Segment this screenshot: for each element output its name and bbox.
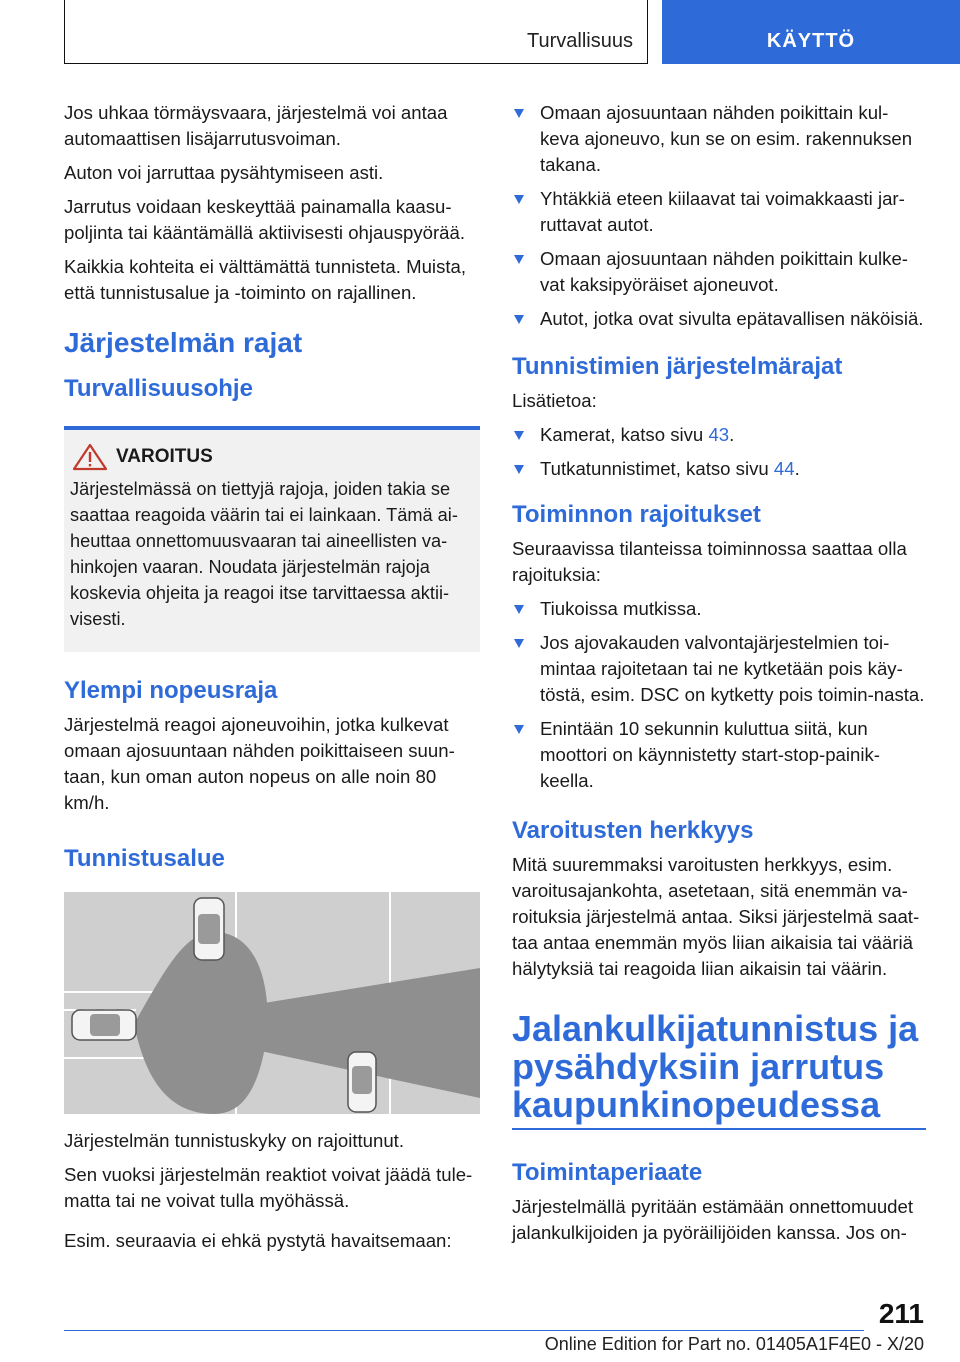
list-item: Tiukoissa mutkissa. — [512, 596, 926, 622]
header-tab[interactable] — [662, 0, 960, 64]
heading-warning-sensitivity: Varoitusten herkkyys — [512, 817, 754, 844]
warning-box — [64, 426, 480, 652]
range-text-3: Esim. seuraavia ei ehkä pystytä havaitsemaan: — [64, 1230, 452, 1251]
more-info-label: Lisätietoa: — [512, 390, 597, 411]
crossing-car-bottom-icon — [348, 1052, 376, 1112]
heading-safety-note: Turvallisuusohje — [64, 375, 253, 402]
footer-divider — [64, 1330, 864, 1331]
bullet-triangle-icon — [514, 109, 524, 118]
principle-text: Järjestelmällä pyritään estämään onnettomuudet jalankulkijoiden ja pyöräilijöiden kanssa. Jos on- — [512, 1196, 914, 1243]
bullet-triangle-icon — [514, 431, 524, 440]
camera-page-link[interactable]: 43 — [708, 424, 730, 445]
header-section-box — [64, 0, 648, 64]
heading-sensor-limits: Tunnistimien järjestelmärajat — [512, 353, 843, 380]
warning-header — [70, 442, 472, 472]
intro-paragraph-4: Kaikkia kohteita ei välttämättä tunnisteta. Muista, että tunnistusalue ja -toiminto on rajallinen. — [64, 256, 467, 303]
radar-page-link[interactable]: 44 — [773, 458, 795, 479]
heading-detection-range: Tunnistusalue — [64, 845, 225, 872]
bullet-triangle-icon — [514, 315, 524, 324]
bullet-triangle-icon — [514, 639, 524, 648]
intro-paragraph-3: Jarrutus voidaan keskeyttää painamalla kaasu-poljinta tai kääntämällä aktiivisesti ohjauspyörää. — [64, 196, 466, 243]
bullet-triangle-icon — [514, 195, 524, 204]
sensor-reference-list — [512, 422, 926, 482]
range-text-2: Sen vuoksi järjestelmän reaktiot voivat jäädä tule-matta tai ne voivat tulla myöhässä. — [64, 1164, 473, 1211]
sensitivity-text: Mitä suuremmaksi varoitusten herkkyys, esim. varoitusajankohta, asetetaan, sitä enemmän va-roituksia järjestelmä antaa. Siksi järjestelmä saat-taa antaa enemmän myös liian aikaisia tai vääriä hälytyksiä tai reagoida liian aikaisin tai väärin. — [512, 854, 920, 979]
heading-system-limits: Järjestelmän rajat — [64, 327, 303, 358]
heading-function-limits: Toiminnon rajoitukset — [512, 501, 761, 528]
function-limits-list — [512, 596, 926, 794]
intro-paragraph-2: Auton voi jarruttaa pysähtymiseen asti. — [64, 162, 384, 183]
list-item: Omaan ajosuuntaan nähden poikittain kul-keva ajoneuvo, kun se on esim. rakennuksen takana. — [512, 100, 926, 178]
header-section-title: Turvallisuus — [527, 30, 633, 52]
list-item: Jos ajovakauden valvontajärjestelmien toi-mintaa rajoitetaan tai ne kytketään pois käy-töstä, esim. DSC on kytketty pois toimin-nasta. — [512, 630, 926, 708]
footer-edition: Online Edition for Part no. 01405A1F4E0 - X/20 — [544, 1334, 924, 1354]
list-item: Yhtäkkiä eteen kiilaavat tai voimakkaasti jar-ruttavat autot. — [512, 186, 926, 238]
list-item: Enintään 10 sekunnin kuluttua siitä, kun moottori on käynnistetty start-stop-painik-keella. — [512, 716, 926, 794]
bullet-triangle-icon — [514, 605, 524, 614]
crossing-car-top-icon — [194, 898, 224, 960]
bullet-triangle-icon — [514, 725, 524, 734]
list-item: Kamerat, katso sivu 43. — [512, 422, 926, 448]
range-text-1: Järjestelmän tunnistuskyky on rajoittunut. — [64, 1130, 405, 1151]
list-item: Autot, jotka ovat sivulta epätavallisen näköisiä. — [512, 306, 926, 332]
list-item: Tutkatunnistimet, katso sivu 44. — [512, 456, 926, 482]
header-tab-label: KÄYTTÖ — [766, 30, 856, 52]
list-item: Omaan ajosuuntaan nähden poikittain kulke-vat kaksipyöräiset ajoneuvot. — [512, 246, 926, 298]
detection-range-illustration — [64, 892, 480, 1114]
warning-title: VAROITUS — [116, 446, 213, 467]
right-column — [512, 100, 926, 1254]
detection-diagram-svg — [64, 892, 480, 1114]
left-column — [64, 100, 480, 1262]
undetectable-list — [512, 100, 926, 332]
page-number: 211 — [878, 1298, 924, 1329]
heading-operating-principle: Toimintaperiaate — [512, 1159, 703, 1186]
warning-text: Järjestelmässä on tiettyjä rajoja, joiden takia se saattaa reagoida väärin tai ei lainkaan. Tämä ai-heuttaa onnettomuusvaaran tai aineellisten va-hinkojen vaaran. Noudata järjestelmän rajoja koskevia ohjeita ja reagoi itse tarvittaessa aktii-visesti. — [70, 479, 458, 629]
warning-triangle-icon — [70, 442, 110, 472]
speed-limit-text: Järjestelmä reagoi ajoneuvoihin, jotka kulkevat omaan ajosuuntaan nähden poikittaiseen suun-taan, kun oman auton nopeus on alle noin 80 km/h. — [64, 714, 455, 813]
heading-pedestrian-detection: Jalankulkijatunnistus ja pysähdyksiin jarrutus kaupunkinopeudessa — [512, 1010, 926, 1130]
function-limits-text: Seuraavissa tilanteissa toiminnossa saattaa olla rajoituksia: — [512, 538, 907, 585]
bullet-triangle-icon — [514, 465, 524, 474]
bullet-triangle-icon — [514, 255, 524, 264]
ego-car-icon — [72, 1010, 136, 1040]
heading-upper-speed-limit: Ylempi nopeusraja — [64, 677, 278, 704]
intro-paragraph-1: Jos uhkaa törmäysvaara, järjestelmä voi antaa automaattisen lisäjarrutusvoiman. — [64, 102, 448, 149]
